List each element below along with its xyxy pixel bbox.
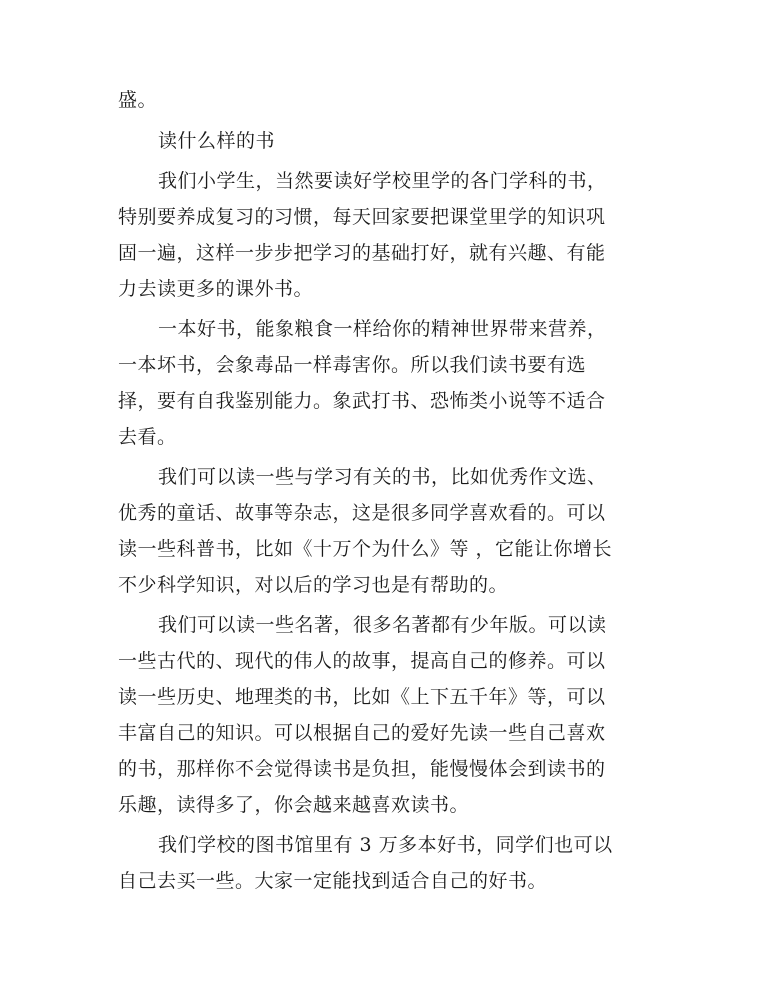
- text-line: 读一些历史、地理类的书，比如《上下五千年》等，可以: [118, 686, 606, 708]
- text-line: 优秀的童话、故事等杂志，这是很多同学喜欢看的。可以: [118, 502, 606, 524]
- text-line: 盛。: [118, 89, 158, 111]
- text-line: 我们学校的图书馆里有 3 万多本好书，同学们也可以: [158, 834, 613, 856]
- text-line: 读一些科普书，比如《十万个为什么》等 ，它能让你增长: [118, 538, 613, 560]
- text-line: 一些古代的、现代的伟人的故事，提高自己的修养。可以: [118, 650, 606, 672]
- text-line: 一本坏书，会象毒品一样毒害你。所以我们读书要有选: [118, 354, 587, 376]
- text-line: 力去读更多的课外书。: [118, 278, 314, 300]
- text-line: 的书，那样你不会觉得读书是负担，能慢慢体会到读书的: [118, 758, 606, 780]
- text-line: 乐趣，读得多了，你会越来越喜欢读书。: [118, 794, 470, 816]
- text-line: 我们可以读一些名著，很多名著都有少年版。可以读: [158, 614, 607, 636]
- text-line: 我们可以读一些与学习有关的书，比如优秀作文选、: [158, 466, 607, 488]
- text-line: 我们小学生，当然要读好学校里学的各门学科的书，: [158, 170, 607, 192]
- text-line: 择，要有自我鉴别能力。象武打书、恐怖类小说等不适合: [118, 390, 606, 412]
- text-line: 固一遍，这样一步步把学习的基础打好，就有兴趣、有能: [118, 242, 606, 264]
- text-line: 特别要养成复习的习惯，每天回家要把课堂里学的知识巩: [118, 206, 606, 228]
- text-line: 自己去买一些。大家一定能找到适合自己的好书。: [118, 870, 548, 892]
- text-line: 丰富自己的知识。可以根据自己的爱好先读一些自己喜欢: [118, 722, 606, 744]
- section-heading: 读什么样的书: [158, 130, 276, 152]
- text-line: 去看。: [118, 426, 177, 448]
- text-line: 不少科学知识，对以后的学习也是有帮助的。: [118, 574, 509, 596]
- text-line: 一本好书，能象粮食一样给你的精神世界带来营养，: [158, 318, 607, 340]
